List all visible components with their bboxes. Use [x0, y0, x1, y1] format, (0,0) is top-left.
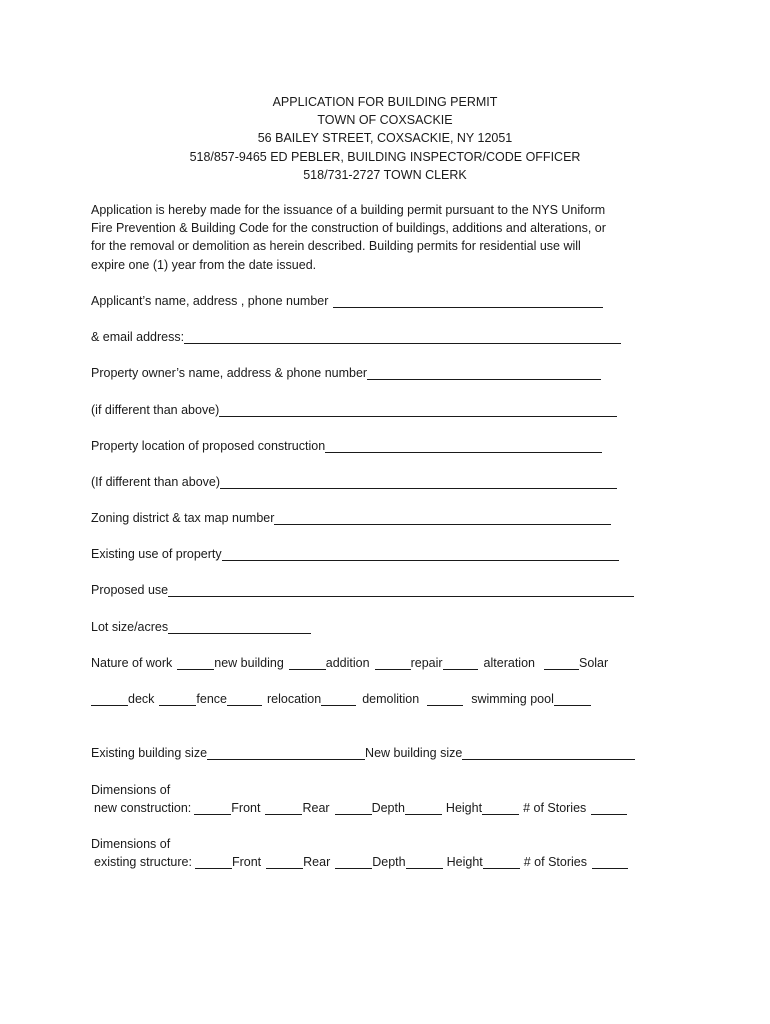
- owner-alt-label: (if different than above): [91, 403, 220, 417]
- pool-label: swimming pool: [471, 692, 554, 706]
- applicant-row: [91, 292, 603, 310]
- existing-dimensions-row: [94, 853, 628, 871]
- new-building-size-field[interactable]: [462, 746, 635, 760]
- owner-alt-field[interactable]: [219, 403, 617, 417]
- existing-front-label: Front: [231, 855, 262, 869]
- town-address: 56 BAILEY STREET, COXSACKIE, NY 12051: [257, 131, 513, 146]
- existing-stories-label: # of Stories: [523, 855, 587, 869]
- proposed-use-field[interactable]: [168, 583, 634, 597]
- new-building-checkbox[interactable]: [177, 656, 214, 670]
- location-alt-label: (If different than above): [91, 475, 221, 489]
- new-front-label: Front: [231, 801, 261, 815]
- lot-size-label: Lot size/acres: [91, 620, 169, 634]
- existing-depth-label: Depth: [372, 855, 406, 869]
- existing-height-field[interactable]: [406, 855, 443, 869]
- solar-checkbox[interactable]: [544, 656, 579, 670]
- existing-dimensions-heading: Dimensions of: [91, 837, 171, 851]
- zoning-field[interactable]: [274, 511, 611, 525]
- owner-label: Property owner’s name, address & phone number: [91, 366, 368, 380]
- existing-stories-pre[interactable]: [483, 855, 520, 869]
- intro-line: for the removal or demolition as herein described. Building permits for residential use will: [91, 239, 581, 254]
- nature-row-2: [91, 690, 591, 708]
- relocation-checkbox[interactable]: [227, 692, 262, 706]
- alteration-checkbox[interactable]: [443, 656, 478, 670]
- repair-checkbox[interactable]: [375, 656, 411, 670]
- email-field[interactable]: [184, 330, 621, 344]
- existing-front-field[interactable]: [195, 855, 232, 869]
- relocation-label: relocation: [267, 692, 322, 706]
- location-row: [91, 437, 602, 455]
- fence-checkbox[interactable]: [159, 692, 196, 706]
- new-rear-label: Rear: [302, 801, 330, 815]
- form-header: [0, 93, 770, 184]
- new-dimensions-row: [94, 799, 627, 817]
- town-name: TOWN OF COXSACKIE: [317, 113, 453, 128]
- zoning-row: [91, 509, 611, 527]
- existing-dimensions-heading-row: [91, 835, 170, 853]
- existing-use-row: [91, 545, 619, 563]
- new-height-label: Height: [445, 801, 483, 815]
- intro-line: expire one (1) year from the date issued.: [91, 257, 317, 272]
- new-depth-label: Depth: [371, 801, 405, 815]
- applicant-label: Applicant’s name, address , phone number: [91, 294, 329, 308]
- new-building-size-label: New building size: [365, 746, 463, 760]
- new-rear-field[interactable]: [265, 801, 302, 815]
- alteration-label: alteration: [483, 656, 535, 670]
- new-stories-field[interactable]: [591, 801, 627, 815]
- new-front-field[interactable]: [194, 801, 231, 815]
- email-row: [91, 328, 621, 346]
- owner-row: [91, 364, 601, 382]
- lot-size-field[interactable]: [168, 620, 311, 634]
- intro-line: Fire Prevention & Building Code for the construction of buildings, additions and alterations, or: [91, 221, 606, 236]
- demolition-label: demolition: [362, 692, 420, 706]
- pool-blank[interactable]: [554, 692, 591, 706]
- existing-building-size-field[interactable]: [207, 746, 365, 760]
- form-title: APPLICATION FOR BUILDING PERMIT: [272, 95, 498, 109]
- repair-label: repair: [410, 656, 443, 670]
- applicant-field[interactable]: [333, 294, 603, 308]
- existing-structure-label: existing structure:: [94, 855, 192, 869]
- location-alt-field[interactable]: [220, 475, 617, 489]
- deck-checkbox[interactable]: [91, 692, 128, 706]
- proposed-use-row: [91, 581, 634, 599]
- email-label: & email address:: [91, 330, 185, 344]
- nature-of-work-label: Nature of work: [91, 656, 173, 670]
- location-alt-row: [91, 473, 617, 491]
- location-field[interactable]: [325, 439, 602, 453]
- inspector-contact: 518/857-9465 ED PEBLER, BUILDING INSPECTOR/CODE OFFICER: [189, 149, 581, 164]
- addition-checkbox[interactable]: [289, 656, 326, 670]
- existing-building-size-label: Existing building size: [91, 746, 208, 760]
- existing-stories-field[interactable]: [592, 855, 628, 869]
- fence-label: fence: [196, 692, 227, 706]
- location-label: Property location of proposed construction: [91, 439, 326, 453]
- pool-checkbox[interactable]: [427, 692, 463, 706]
- proposed-use-label: Proposed use: [91, 583, 169, 597]
- new-height-field[interactable]: [405, 801, 442, 815]
- zoning-label: Zoning district & tax map number: [91, 511, 275, 525]
- new-stories-label: # of Stories: [523, 801, 587, 815]
- new-dimensions-heading-row: [91, 781, 170, 799]
- existing-rear-label: Rear: [303, 855, 331, 869]
- solar-label: Solar: [578, 656, 609, 670]
- lot-size-row: [91, 618, 311, 636]
- new-dimensions-heading: Dimensions of: [91, 783, 171, 797]
- existing-height-label: Height: [446, 855, 483, 869]
- nature-row-1: [91, 654, 608, 672]
- existing-rear-field[interactable]: [266, 855, 303, 869]
- addition-label: addition: [325, 656, 370, 670]
- existing-depth-field[interactable]: [335, 855, 372, 869]
- owner-field[interactable]: [367, 366, 601, 380]
- clerk-contact: 518/731-2727 TOWN CLERK: [303, 167, 467, 182]
- existing-use-field[interactable]: [222, 547, 619, 561]
- intro-line: Application is hereby made for the issuance of a building permit pursuant to the NYS Uniform: [91, 203, 606, 217]
- new-construction-label: new construction:: [94, 801, 192, 815]
- owner-alt-row: [91, 401, 617, 419]
- building-size-row: [91, 744, 635, 762]
- deck-label: deck: [128, 692, 155, 706]
- demolition-checkbox[interactable]: [321, 692, 356, 706]
- new-stories-pre[interactable]: [482, 801, 519, 815]
- intro-paragraph: [91, 201, 681, 274]
- existing-use-label: Existing use of property: [91, 547, 222, 561]
- new-building-label: new building: [214, 656, 284, 670]
- new-depth-field[interactable]: [335, 801, 372, 815]
